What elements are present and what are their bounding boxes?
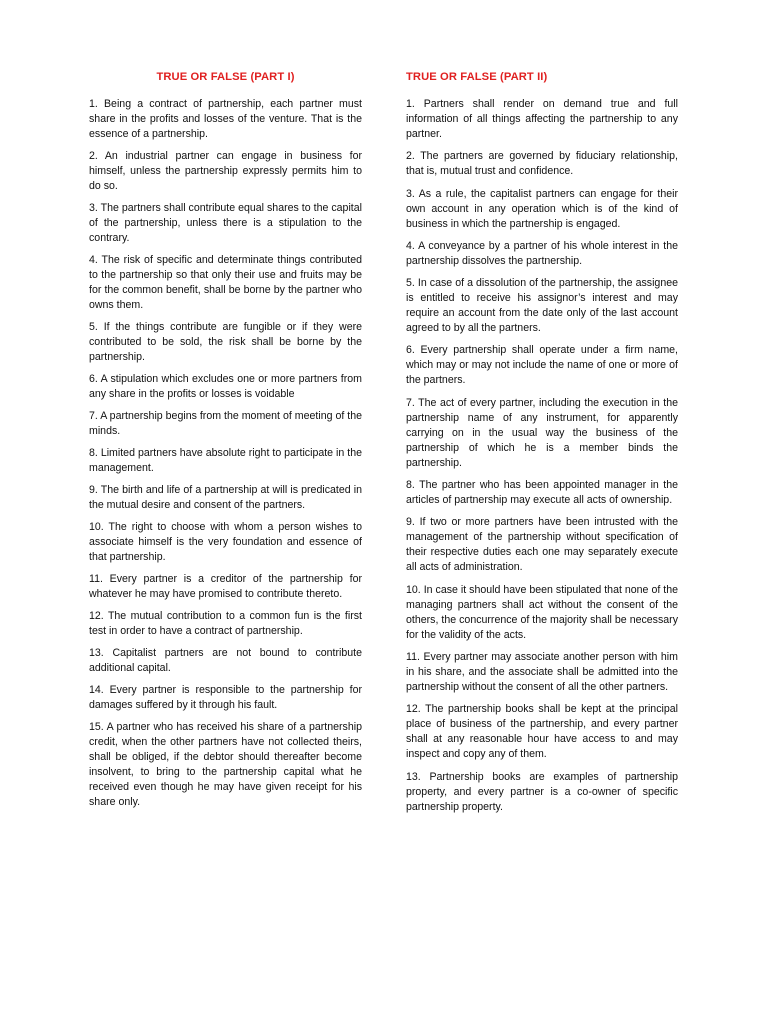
part-two-item: 9. If two or more partners have been intrusted with the management of the partnership without specification of their respective duties each one may separately execute all acts of administration. [406,516,678,574]
part-one-item: 5. If the things contribute are fungible or if they were contributed to be sold, the risk shall be borne by the partnership. [89,321,362,363]
part-one-column [89,71,362,817]
part-one-heading: TRUE OR FALSE (PART I) [156,71,295,83]
part-two-item: 2. The partners are governed by fiduciary relationship, that is, mutual trust and confidence. [406,150,678,178]
part-two-item: 10. In case it should have been stipulated that none of the managing partners shall act without the consent of the others, the concurrence of the majority shall be necessary for the validity of the acts. [406,583,678,641]
part-two-item: 3. As a rule, the capitalist partners can engage for their own account in any operation which is of the kind of business in which the partnership is engaged. [406,187,678,230]
part-two-item: 1. Partners shall render on demand true and full information of all things affecting the partnership to any partner. [406,98,678,140]
part-one-item: 3. The partners shall contribute equal shares to the capital of the partnership, unless there is a stipulation to the contrary. [89,202,362,244]
part-one-item: 9. The birth and life of a partnership at will is predicated in the mutual desire and consent of the partners. [89,484,362,511]
part-one-item: 8. Limited partners have absolute right to participate in the management. [89,447,362,474]
part-one-item: 15. A partner who has received his share of a partnership credit, when the other partners have not collected theirs, shall be obliged, if the debtor should thereafter become insolvent, to bring to the partnership capital what he received even though he may have given receipt for his share only. [89,721,362,808]
part-two-heading: TRUE OR FALSE (PART II) [406,71,548,83]
part-two-item: 6. Every partnership shall operate under a firm name, which may or may not include the name of one or more of the partners. [406,344,678,387]
part-one-item: 11. Every partner is a creditor of the partnership for whatever he may have promised to contribute thereto. [89,573,362,600]
part-one-item: 1. Being a contract of partnership, each partner must share in the profits and losses of the venture. That is the essence of a partnership. [89,98,362,140]
part-one-item: 14. Every partner is responsible to the partnership for damages suffered by it through his fault. [89,684,362,711]
part-one-item: 12. The mutual contribution to a common fun is the first test in order to have a contract of partnership. [89,610,362,637]
part-one-item: 13. Capitalist partners are not bound to contribute additional capital. [89,647,362,674]
part-two-item: 12. The partnership books shall be kept at the principal place of business of the partnership, and every partner shall at any reasonable hour have access to and may inspect and copy any of them. [406,703,678,761]
part-two-item: 11. Every partner may associate another person with him in his share, and the associate shall be admitted into the partnership without the consent of all the other partners. [406,650,678,693]
part-one-item: 4. The risk of specific and determinate things contributed to the partnership so that only their use and fruits may be for the common benefit, shall be borne by the partner who owns them. [89,254,362,311]
part-one-item: 7. A partnership begins from the moment of meeting of the minds. [89,410,362,437]
part-two-item: 8. The partner who has been appointed manager in the articles of partnership may execute all acts of ownership. [406,479,678,507]
part-one-item: 2. An industrial partner can engage in business for himself, unless the partnership expressly permits him to do so. [89,150,362,192]
part-two-item: 7. The act of every partner, including the execution in the partnership name of any instrument, for apparently carrying on in the usual way the business of the partnership of which he is a member binds the partnership. [406,396,678,469]
part-two-item: 5. In case of a dissolution of the partnership, the assignee is entitled to receive his assignor’s interest and may require an account from the date only of the last account agreed to by all the partners. [406,277,678,335]
part-two-item: 4. A conveyance by a partner of his whole interest in the partnership dissolves the partnership. [406,239,678,267]
part-two-item: 13. Partnership books are examples of partnership property, and every partner is a co-owner of specific partnership property. [406,770,678,813]
part-one-item: 6. A stipulation which excludes one or more partners from any share in the profits or losses is voidable [89,373,362,400]
part-one-item: 10. The right to choose with whom a person wishes to associate himself is the very foundation and essence of that partnership. [89,521,362,563]
part-two-column [406,71,678,822]
